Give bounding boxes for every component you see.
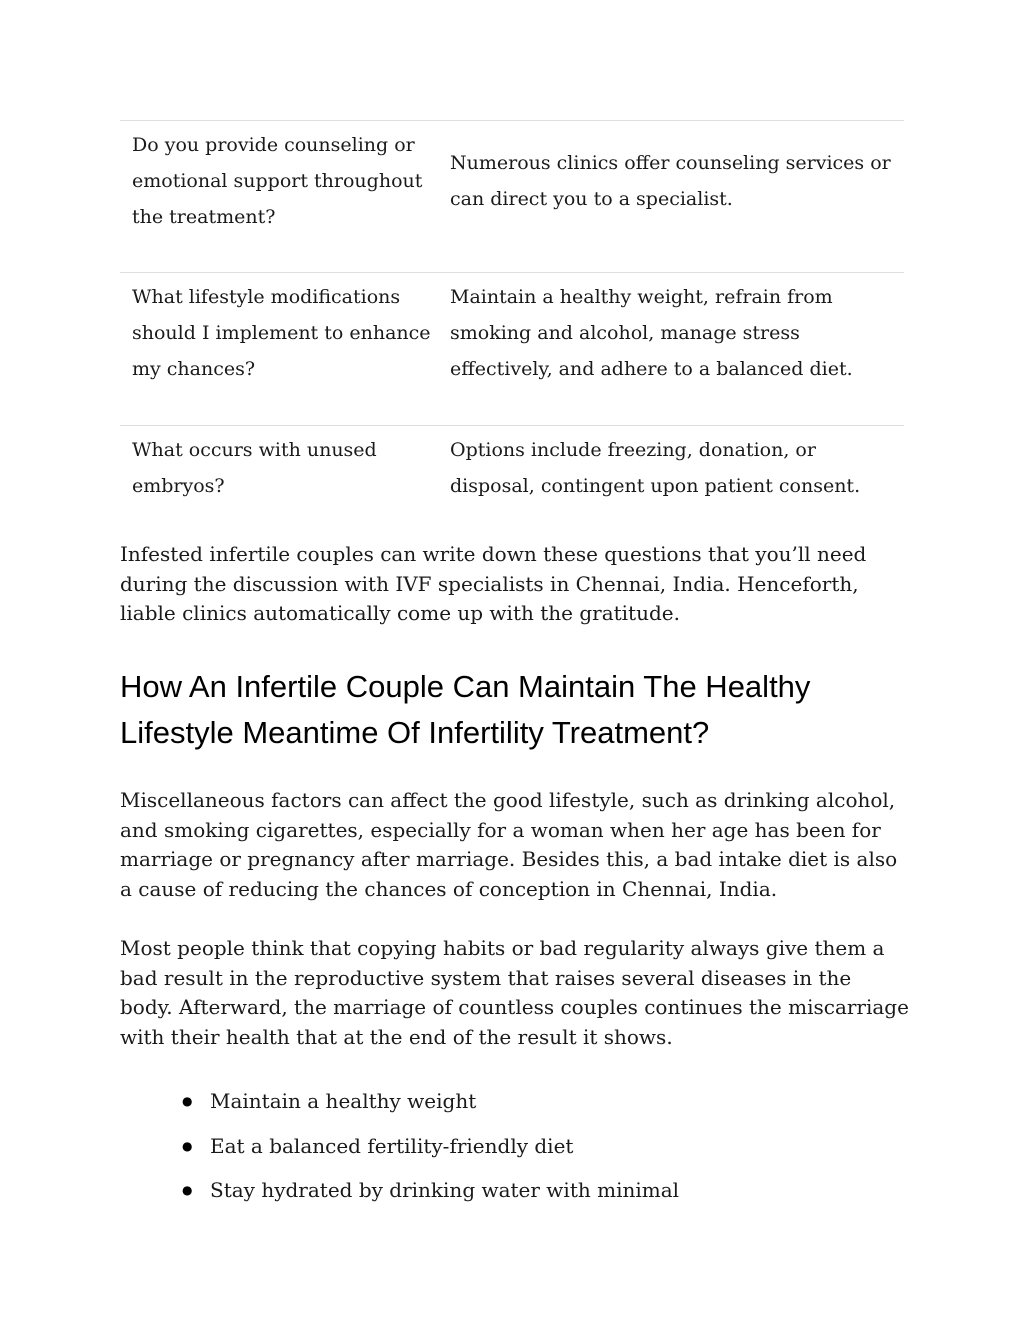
bullet-icon: ● — [182, 1094, 193, 1109]
list-item-text: Maintain a healthy weight — [210, 1089, 477, 1114]
faq-row — [120, 425, 904, 545]
faq-answer: Maintain a healthy weight, refrain from smoking and alcohol, manage stress effectively, and adhere to a balanced diet. — [450, 286, 853, 380]
list-item-text: Stay hydrated by drinking water with minimal — [210, 1178, 680, 1203]
faq-question: What occurs with unused embryos? — [132, 439, 377, 497]
faq-answer: Options include freezing, donation, or disposal, contingent upon patient consent. — [450, 439, 861, 497]
list-item — [182, 1168, 679, 1213]
list-item — [182, 1124, 679, 1169]
faq-question: What lifestyle modifications should I implement to enhance my chances? — [132, 286, 431, 380]
intro-paragraph: Infested infertile couples can write down these questions that you’ll need during the discussion with IVF specialists in Chennai, India. Henceforth, liable clinics automatically come up with the gratitude. — [120, 542, 867, 625]
faq-table — [120, 120, 904, 545]
faq-answer: Numerous clinics offer counseling services or can direct you to a specialist. — [450, 152, 891, 210]
faq-row — [120, 272, 904, 425]
section-heading: How An Infertile Couple Can Maintain The Healthy Lifestyle Meantime Of Infertility Treatment? — [120, 669, 811, 750]
faq-question: Do you provide counseling or emotional support throughout the treatment? — [132, 134, 423, 228]
bullet-icon: ● — [182, 1138, 193, 1153]
body-paragraph-1: Miscellaneous factors can affect the good lifestyle, such as drinking alcohol, and smoking cigarettes, especially for a woman when her age has been for marriage or pregnancy after marriage. Besides this, a bad intake diet is also a cause of reducing the chances of conception in Chennai, India. — [120, 788, 898, 901]
faq-row — [120, 120, 904, 272]
list-item — [182, 1079, 679, 1124]
bullet-icon: ● — [182, 1183, 193, 1198]
bullet-list — [182, 1079, 679, 1213]
body-paragraph-2: Most people think that copying habits or bad regularity always give them a bad result in the reproductive system that raises several diseases in the body. Afterward, the marriage of countless couples continues the miscarriage with their health that at the end of the result it shows. — [120, 936, 909, 1049]
list-item-text: Eat a balanced fertility-friendly diet — [210, 1133, 574, 1158]
